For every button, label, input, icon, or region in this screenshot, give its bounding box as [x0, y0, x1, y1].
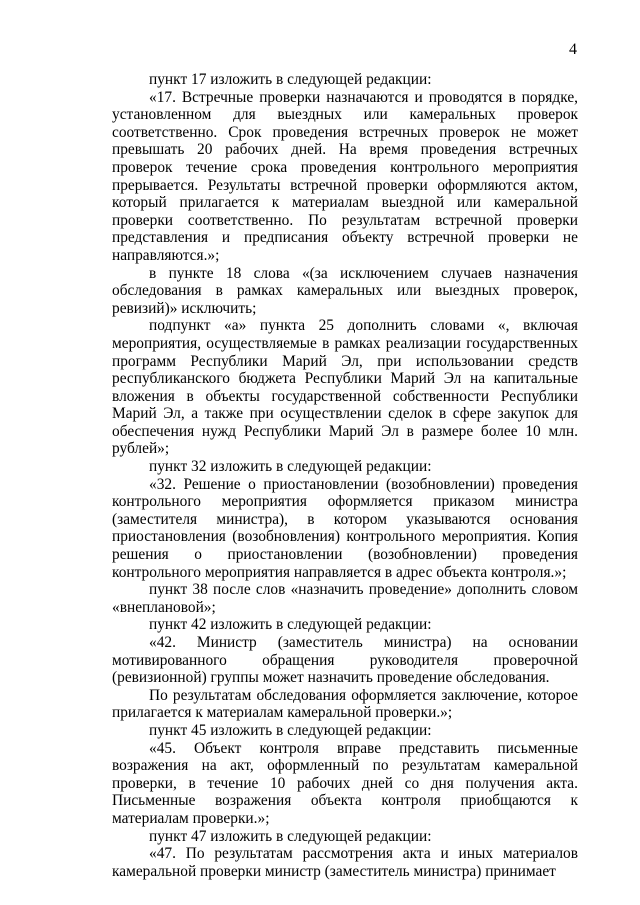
paragraph: По результатам обследования оформляется заключение, которое прилагается к материалам камеральной проверки.»; — [112, 686, 578, 722]
paragraph: «42. Министр (заместитель министра) на основании мотивированного обращения руководителя проверочной (ревизионной) группы может назначить проведение обследования. — [112, 634, 578, 687]
paragraph: в пункте 18 слова «(за исключением случаев назначения обследования в рамках камеральных или выездных проверок, ревизий)» исключить; — [112, 264, 578, 317]
paragraph: пункт 42 изложить в следующей редакции: — [149, 616, 432, 634]
paragraph: пункт 17 изложить в следующей редакции: — [149, 71, 432, 88]
page-number: 4 — [569, 41, 577, 58]
document-body — [112, 71, 578, 880]
paragraph: «32. Решение о приостановлении (возобновлении) проведения контрольного мероприятия оформляется приказом министра (заместителя министра), в котором указываются основания приостановления (возобновления) контрольного мероприятия. Копия решения о приостановлении (возобновлении) проведения контрольного мероприятия направляется в адрес объекта контроля.»; — [112, 475, 578, 581]
paragraph: подпункт «а» пункта 25 дополнить словами «, включая мероприятия, осуществляемые в рамках реализации государственных программ Республики Марий Эл, при использовании средств республиканского бюджета Республики Марий Эл на капитальные вложения в объекты государственной собственности Республики Марий Эл, а также при осуществлении сделок в сфере закупок для обеспечения нужд Республики Марий Эл в размере более 10 млн. рублей»; — [112, 317, 578, 458]
paragraph: «17. Встречные проверки назначаются и проводятся в порядке, установленном для выездных или камеральных проверок соответственно. Срок проведения встречных проверок не может превышать 20 рабочих дней. На время проведения встречных проверок течение срока проведения контрольного мероприятия прерывается. Результаты встречной проверки оформляются актом, который прилагается к материалам выездной или камеральной проверки соответственно. По результатам встречной проверки представления и предписания объекту встречной проверки не направляются.»; — [112, 88, 578, 264]
paragraph: «45. Объект контроля вправе представить письменные возражения на акт, оформленный по результатам камеральной проверки, в течение 10 рабочих дней со дня получения акта. Письменные возражения объекта контроля приобщаются к материалам проверки.»; — [112, 739, 578, 827]
paragraph: пункт 47 изложить в следующей редакции: — [149, 827, 432, 845]
paragraph: пункт 45 изложить в следующей редакции: — [149, 721, 432, 739]
paragraph: пункт 32 изложить в следующей редакции: — [149, 458, 432, 476]
paragraph: пункт 38 после слов «назначить проведение» дополнить словом «внеплановой»; — [112, 581, 578, 616]
paragraph: «47. По результатам рассмотрения акта и иных материалов камеральной проверки министр (заместитель министра) принимает — [112, 845, 578, 880]
